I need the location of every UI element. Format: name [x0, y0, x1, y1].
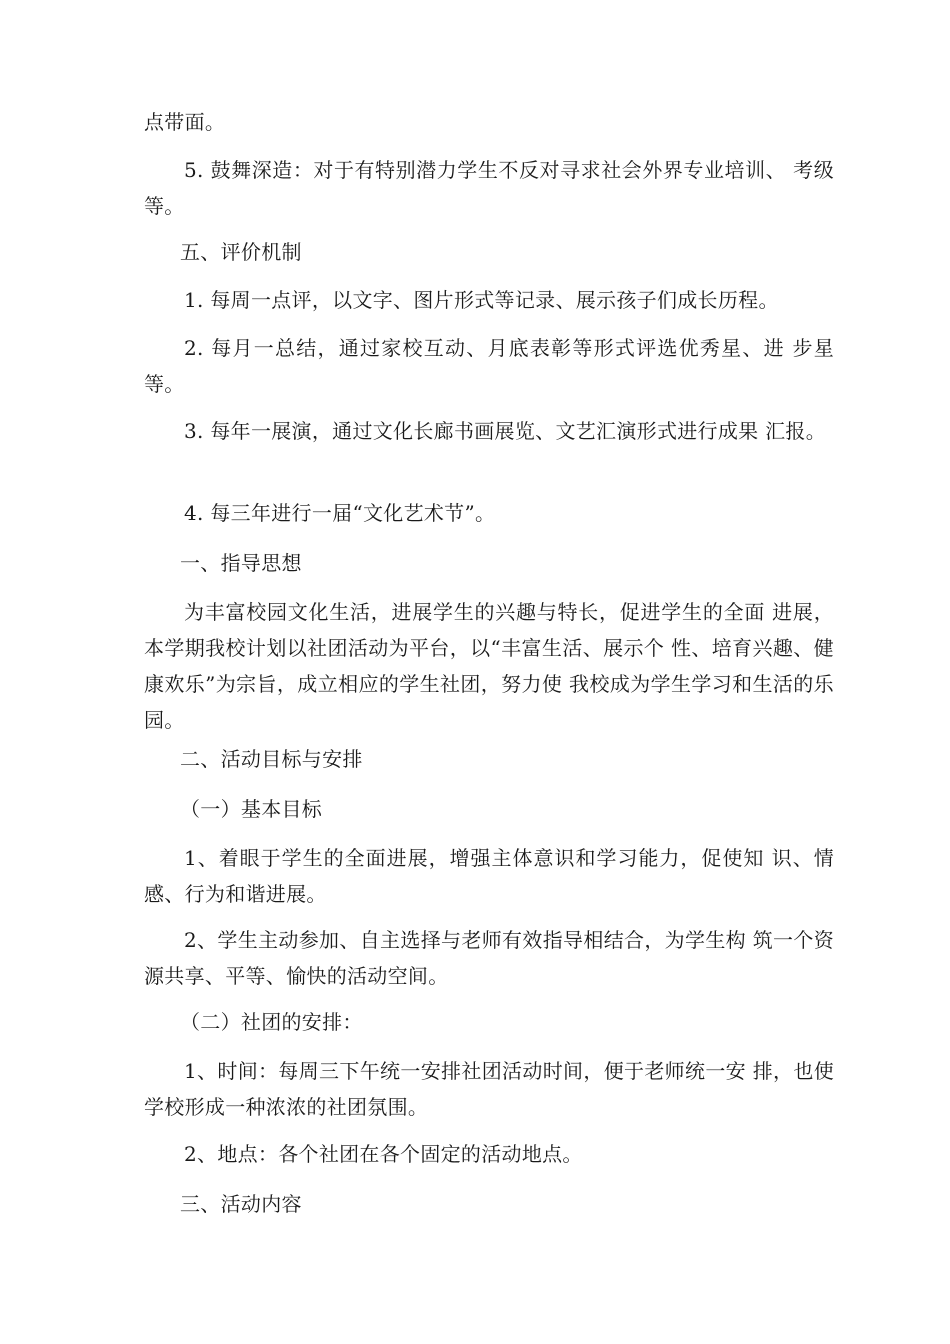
paragraph-item-5: 5. 鼓舞深造：对于有特别潜力学生不反对寻求社会外界专业培训、 考级等。: [144, 158, 834, 218]
subsection-heading-arrangement: （二）社团的安排：: [180, 1010, 363, 1034]
paragraph-arrangement-place: 2、地点：各个社团在各个固定的活动地点。: [184, 1142, 583, 1166]
paragraph-guiding-thought: 为丰富校园文化生活，进展学生的兴趣与特长，促进学生的全面 进展，本学期我校计划以社团活动为平台，以“丰富生活、展示个 性、培育兴趣、健康欢乐”为宗旨，成立相应的学生社团，努力使 我校成为学生学习和生活的乐园。: [144, 600, 834, 732]
paragraph-eval-4: 4. 每三年进行一届“文化艺术节”。: [184, 501, 496, 525]
subsection-heading-basic-goals: （一）基本目标: [180, 797, 323, 821]
paragraph-eval-2: 2. 每月一总结，通过家校互动、月底表彰等形式评选优秀星、进 步星等。: [144, 336, 834, 396]
paragraph-eval-1: 1. 每周一点评，以文字、图片形式等记录、展示孩子们成长历程。: [184, 288, 779, 312]
section-heading-activities: 三、活动内容: [180, 1192, 302, 1216]
paragraph-continuation: 点带面。: [144, 110, 226, 134]
paragraph-goal-2: 2、学生主动参加、自主选择与老师有效指导相结合，为学生构 筑一个资源共享、平等、愉快的活动空间。: [144, 928, 834, 988]
paragraph-arrangement-time: 1、时间：每周三下午统一安排社团活动时间，便于老师统一安 排，也使学校形成一种浓浓的社团氛围。: [144, 1059, 834, 1119]
section-heading-guiding-thought: 一、指导思想: [180, 551, 302, 575]
paragraph-goal-1: 1、着眼于学生的全面进展，增强主体意识和学习能力，促使知 识、情感、行为和谐进展。: [144, 846, 834, 906]
section-heading-goals: 二、活动目标与安排: [180, 747, 363, 771]
paragraph-eval-3: 3. 每年一展演，通过文化长廊书画展览、文艺汇演形式进行成果 汇报。: [184, 419, 826, 443]
section-heading-evaluation: 五、评价机制: [180, 240, 302, 264]
